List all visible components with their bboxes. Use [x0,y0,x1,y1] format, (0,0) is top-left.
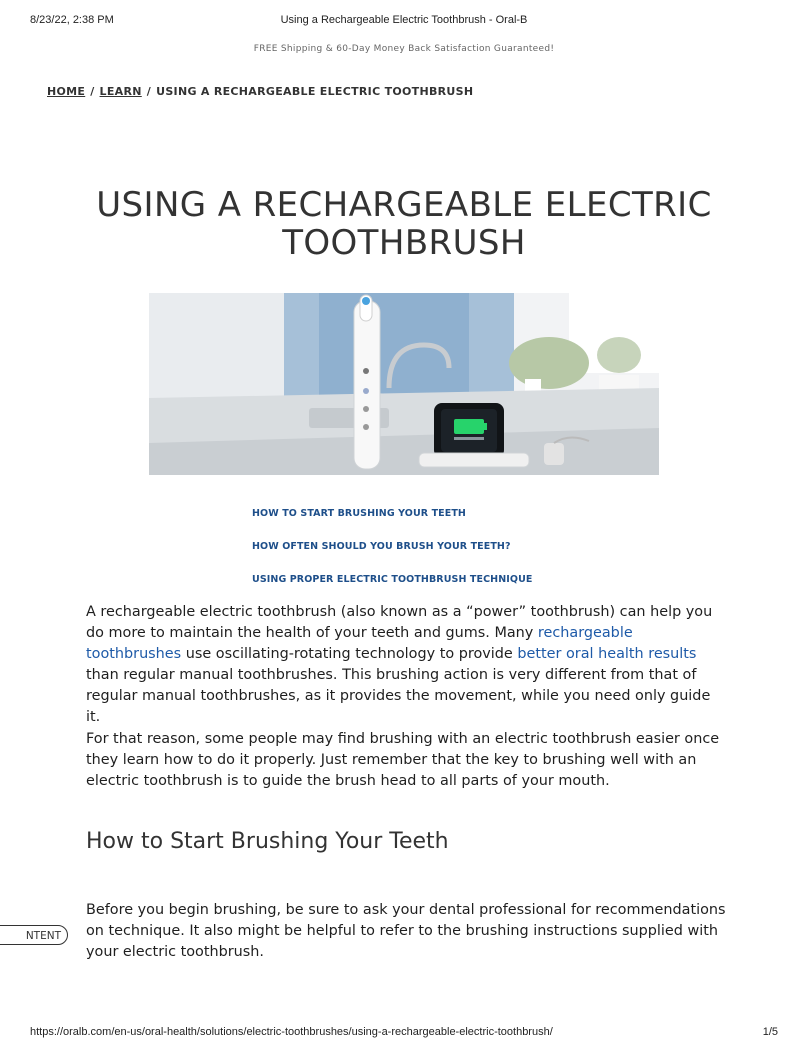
breadcrumb-learn-link[interactable]: LEARN [99,85,142,98]
breadcrumb-separator: / [90,85,95,98]
breadcrumb-home-link[interactable]: HOME [47,85,86,98]
print-page-title: Using a Rechargeable Electric Toothbrush - Oral-B [280,14,528,26]
breadcrumb-current: USING A RECHARGEABLE ELECTRIC TOOTHBRUSH [156,85,474,98]
intro-text: use oscillating-rotating technology to provide [181,646,518,662]
intro-paragraph [86,602,726,728]
breadcrumb-separator: / [146,85,152,98]
second-paragraph: For that reason, some people may find brushing with an electric toothbrush easier once they learn how to do it properly. Just remember that the key to brushing well with an electric toothbrush is to guide the brush head to all parts of your mouth. [86,731,720,789]
content-tab-button[interactable]: NTENT [0,925,68,945]
rechargeable-toothbrushes-link[interactable]: rechargeable toothbrushes [86,625,633,662]
print-page-number: 1/5 [762,1026,778,1038]
section-heading: How to Start Brushing Your Teeth [86,829,449,854]
better-oral-health-results-link[interactable]: better oral health results [517,646,697,662]
print-footer [30,1026,778,1042]
toc-link-how-often[interactable]: HOW OFTEN SHOULD YOU BRUSH YOUR TEETH? [252,541,511,552]
print-timestamp: 8/23/22, 2:38 PM [30,14,114,26]
hero-image [149,293,659,475]
intro-text: A rechargeable electric toothbrush (also known as a “power” toothbrush) can help you do more to maintain the health of your teeth and gums. Many [86,604,713,641]
promo-banner: FREE Shipping & 60-Day Money Back Satisfaction Guaranteed! [253,44,555,54]
hero-illustration [149,293,659,475]
intro-text: than regular manual toothbrushes. This brushing action is very different from that of regular manual toothbrushes, as it provides the movement, while you need only guide it. [86,667,711,725]
print-header [30,14,778,30]
toc-link-proper-technique[interactable]: USING PROPER ELECTRIC TOOTHBRUSH TECHNIQUE [252,574,533,585]
breadcrumb [47,85,473,98]
table-of-contents [252,507,712,606]
toc-link-how-to-start[interactable]: HOW TO START BRUSHING YOUR TEETH [252,508,466,519]
print-url: https://oralb.com/en-us/oral-health/solutions/electric-toothbrushes/using-a-rechargeable-electric-toothbrush/ [30,1026,553,1038]
third-paragraph: Before you begin brushing, be sure to ask your dental professional for recommendations on technique. It also might be helpful to refer to the brushing instructions supplied with your electric toothbrush. [86,902,726,960]
page-title: USING A RECHARGEABLE ELECTRIC TOOTHBRUSH [96,185,712,263]
